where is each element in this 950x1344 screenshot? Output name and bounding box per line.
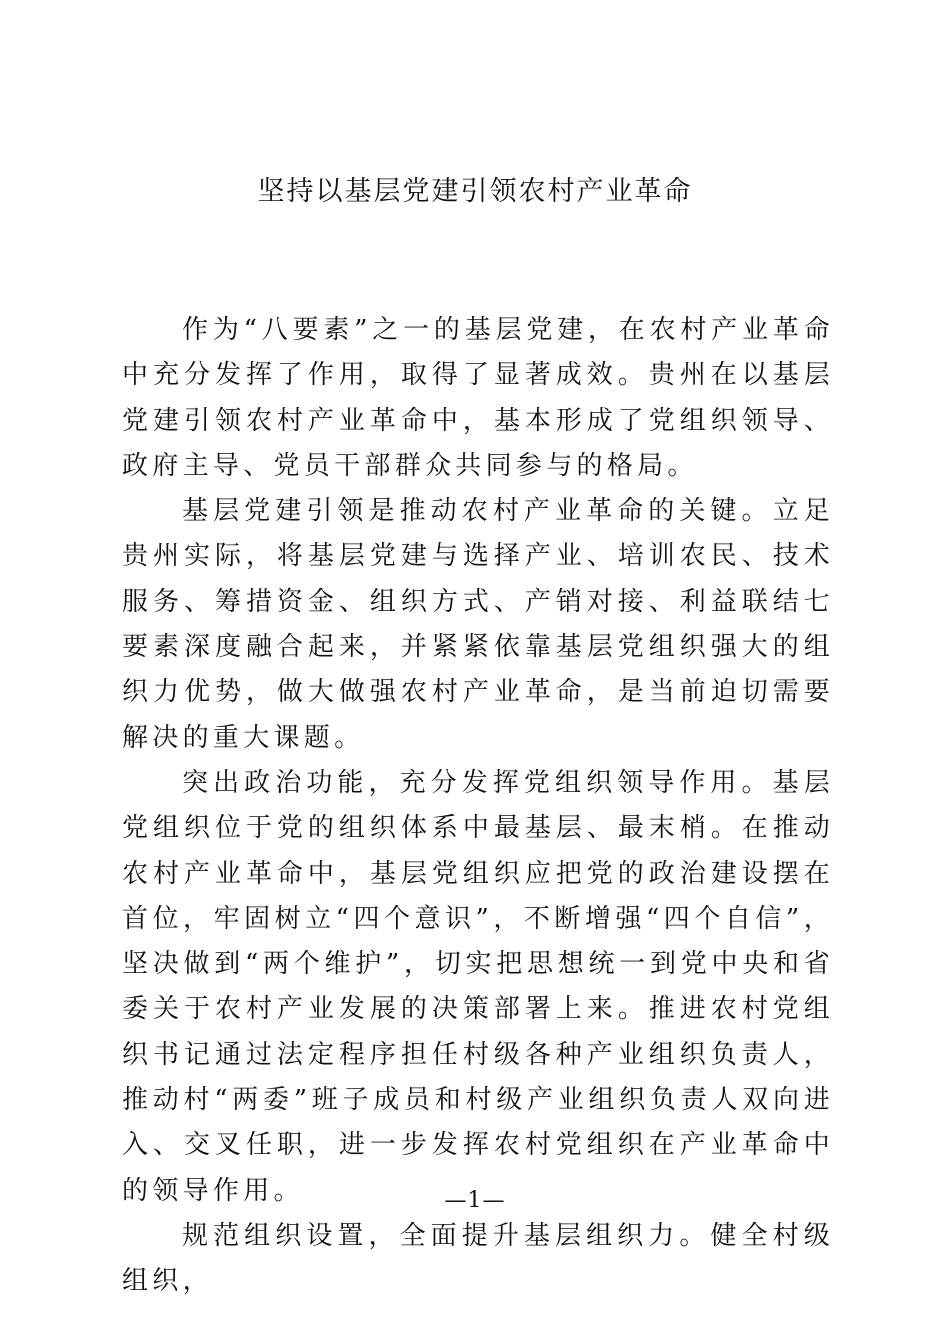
paragraph: 突出政治功能，充分发挥党组织领导作用。基层党组织位于党的组织体系中最基层、最末梢。在推动农村产业革命中，基层党组织应把党的政治建设摆在首位，牢固树立“四个意识”，不断增强“四个自信”，坚决做到“两个维护”，切实把思想统一到党中央和省委关于农村产业发展的决策部署上来。推进农村党组织书记通过法定程序担任村级各种产业组织负责人，推动村“两委”班子成员和村级产业组织负责人双向进入、交叉任职，进一步发挥农村党组织在产业革命中的领导作用。 bbox=[122, 767, 834, 1206]
document-body bbox=[122, 308, 834, 1305]
paragraph: 作为“八要素”之一的基层党建，在农村产业革命中充分发挥了作用，取得了显著成效。贵州在以基层党建引领农村产业革命中，基本形成了党组织领导、政府主导、党员干部群众共同参与的格局。 bbox=[122, 315, 834, 481]
page-number: —1— bbox=[444, 1188, 506, 1213]
paragraph: 规范组织设置，全面提升基层组织力。健全村级组织， bbox=[122, 1220, 834, 1297]
document-title: 坚持以基层党建引领农村产业革命 bbox=[257, 176, 693, 207]
paragraph: 基层党建引领是推动农村产业革命的关键。立足贵州实际，将基层党建与选择产业、培训农民、技术服务、筹措资金、组织方式、产销对接、利益联结七要素深度融合起来，并紧紧依靠基层党组织强大的组织力优势，做大做强农村产业革命，是当前迫切需要解决的重大课题。 bbox=[122, 496, 834, 753]
